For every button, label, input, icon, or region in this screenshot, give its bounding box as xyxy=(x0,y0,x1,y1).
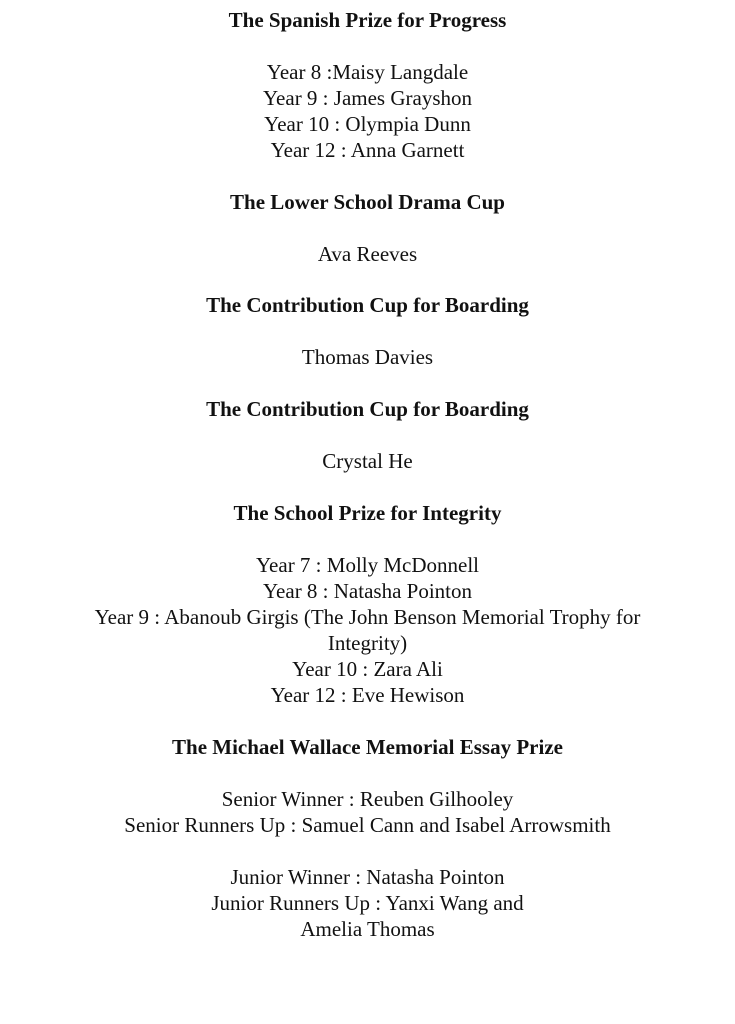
integrity-prize-line-2: Year 8 : Natasha Pointon xyxy=(262,579,472,603)
integrity-prize-line-5: Year 10 : Zara Ali xyxy=(292,657,443,681)
section-heading-boarding-cup-1: The Contribution Cup for Boarding xyxy=(206,293,529,317)
spanish-prize-line-4: Year 12 : Anna Garnett xyxy=(270,138,465,162)
essay-prize-senior-runners-up: Senior Runners Up : Samuel Cann and Isabel Arrowsmith xyxy=(124,813,611,837)
integrity-prize-line-4: Integrity) xyxy=(327,631,408,655)
drama-cup-winner: Ava Reeves xyxy=(317,242,418,266)
essay-prize-junior-runners-up: Junior Runners Up : Yanxi Wang and xyxy=(211,891,524,915)
essay-prize-senior-winner: Senior Winner : Reuben Gilhooley xyxy=(221,787,514,811)
integrity-prize-line-3: Year 9 : Abanoub Girgis (The John Benson Memorial Trophy for xyxy=(94,605,641,629)
section-heading-drama-cup: The Lower School Drama Cup xyxy=(230,190,505,214)
essay-prize-junior-runners-up-cont: Amelia Thomas xyxy=(300,917,435,941)
spanish-prize-line-1: Year 8 :Maisy Langdale xyxy=(266,60,469,84)
section-heading-boarding-cup-2: The Contribution Cup for Boarding xyxy=(206,397,529,421)
spanish-prize-line-3: Year 10 : Olympia Dunn xyxy=(264,112,471,136)
essay-prize-junior-winner: Junior Winner : Natasha Pointon xyxy=(230,865,505,889)
boarding-cup-2-winner: Crystal He xyxy=(322,449,413,473)
spanish-prize-line-2: Year 9 : James Grayshon xyxy=(262,86,472,110)
boarding-cup-1-winner: Thomas Davies xyxy=(301,345,434,369)
section-heading-spanish-prize: The Spanish Prize for Progress xyxy=(228,8,507,32)
integrity-prize-line-1: Year 7 : Molly McDonnell xyxy=(255,553,480,577)
integrity-prize-line-6: Year 12 : Eve Hewison xyxy=(270,683,465,707)
section-heading-integrity-prize: The School Prize for Integrity xyxy=(233,501,502,525)
section-heading-essay-prize: The Michael Wallace Memorial Essay Prize xyxy=(172,735,563,759)
